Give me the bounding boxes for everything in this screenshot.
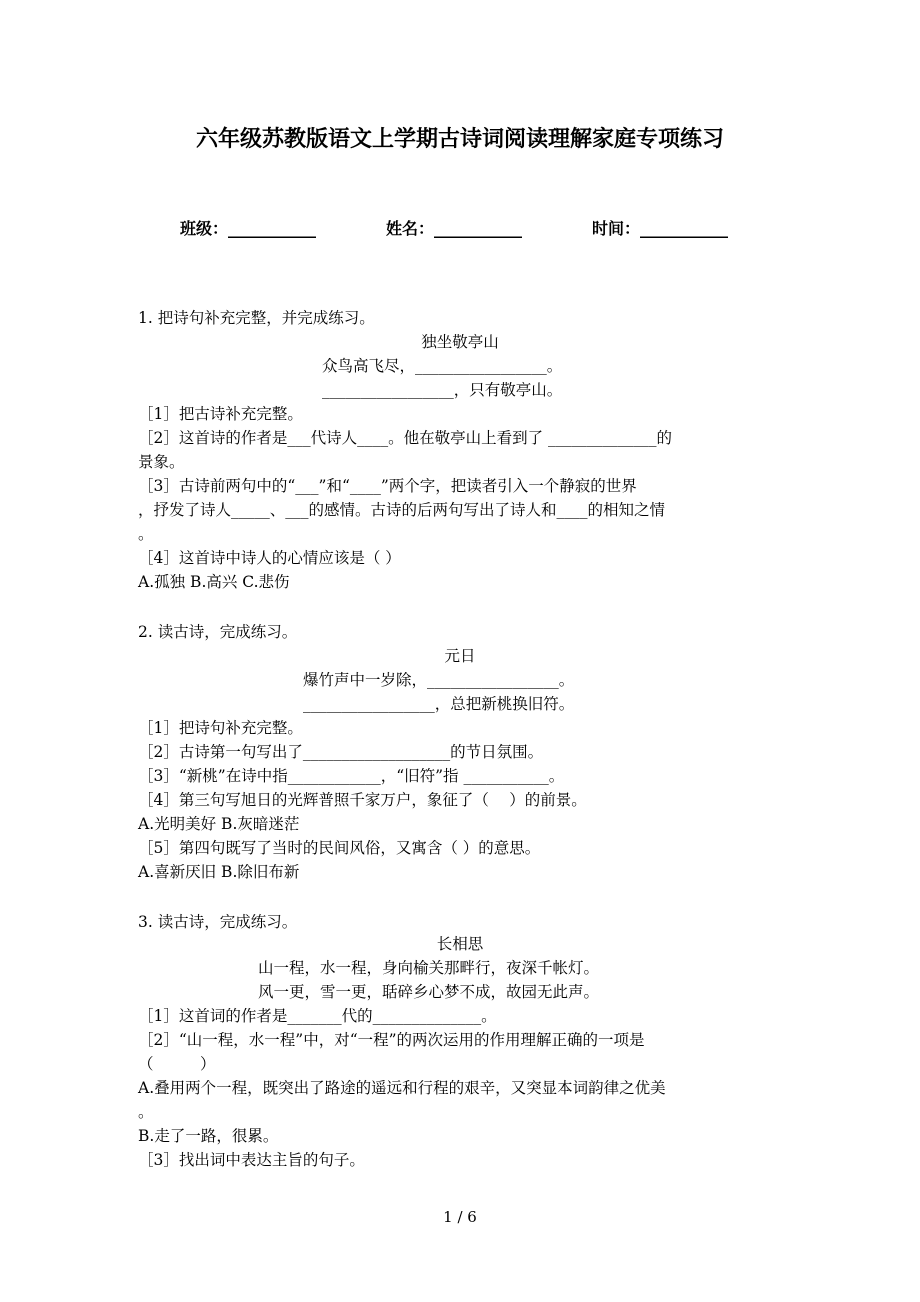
question-2-heading: 2. 读古诗，完成练习。 [138,623,298,641]
q2-sub-4-options: A.光明美好 B.灰暗迷茫 [138,815,300,833]
q1-poem-title: 独坐敬亭山 [421,333,499,351]
q3-poem-line-2: 风一更，雪一更，聒碎乡心梦不成，故园无此声。 [258,983,600,1001]
q1-sub-3-cont: ，抒发了诗人_____、___的感情。古诗的后两句写出了诗人和____的相知之情 [138,501,666,519]
page-title: 六年级苏教版语文上学期古诗词阅读理解家庭专项练习 [195,127,724,152]
q1-sub-3: ［3］古诗前两句中的“___”和“____”两个字，把读者引入一个静寂的世界 [138,477,637,495]
name-field: 姓名：___________ [386,219,523,238]
q3-option-a: A.叠用两个一程，既突出了路途的遥远和行程的艰辛，又突显本词韵律之优美 [138,1079,666,1097]
q3-option-b: B.走了一路，很累。 [138,1127,279,1145]
q2-sub-3: ［3］“新桃”在诗中指____________，“旧符”指 ___________。 [138,767,565,785]
question-3-heading: 3. 读古诗，完成练习。 [138,913,298,931]
q1-sub-1: ［1］把古诗补充完整。 [138,405,303,423]
q3-poem-title: 长相思 [436,935,484,953]
q2-poem-line-2: _________________，总把新桃换旧符。 [303,695,575,713]
class-field: 班级：___________ [180,219,317,238]
q3-poem-line-1: 山一程，水一程，身向榆关那畔行，夜深千帐灯。 [258,959,600,977]
q3-sub-1: ［1］这首词的作者是_______代的______________。 [138,1007,497,1025]
q1-sub-4: ［4］这首诗中诗人的心情应该是（ ） [138,549,401,567]
q3-option-a-end: 。 [138,1103,154,1121]
q1-sub-2: ［2］这首诗的作者是___代诗人____。他在敬亭山上看到了 ______________的 [138,429,673,447]
q3-sub-2-cont: （ ） [138,1055,216,1073]
q2-poem-title: 元日 [444,647,476,665]
q2-poem-line-1: 爆竹声中一岁除，_________________。 [303,671,575,689]
q1-poem-line-2: _________________，只有敬亭山。 [322,381,563,399]
q3-sub-2: ［2］“山一程，水一程”中，对“一程”的两次运用的作用理解正确的一项是 [138,1031,645,1049]
q1-sub-2-cont: 景象。 [138,453,185,471]
q2-sub-5-options: A.喜新厌旧 B.除旧布新 [138,863,300,881]
q2-sub-5: ［5］第四句既写了当时的民间风俗，又寓含（ ）的意思。 [138,839,541,857]
q2-sub-1: ［1］把诗句补充完整。 [138,719,303,737]
time-field: 时间：___________ [592,219,729,238]
page-number: 1 / 6 [443,1208,477,1226]
question-1-heading: 1. 把诗句补充完整，并完成练习。 [138,309,375,327]
q1-sub-4-options: A.孤独 B.高兴 C.悲伤 [138,573,290,591]
q3-sub-3: ［3］找出词中表达主旨的句子。 [138,1151,365,1169]
q2-sub-4: ［4］第三句写旭日的光辉普照千家万户，象征了（ ）的前景。 [138,791,587,809]
q2-sub-2: ［2］古诗第一句写出了___________________的节日氛围。 [138,743,544,761]
q1-poem-line-1: 众鸟高飞尽，_________________。 [322,357,563,375]
q1-sub-3-end: 。 [138,525,154,543]
